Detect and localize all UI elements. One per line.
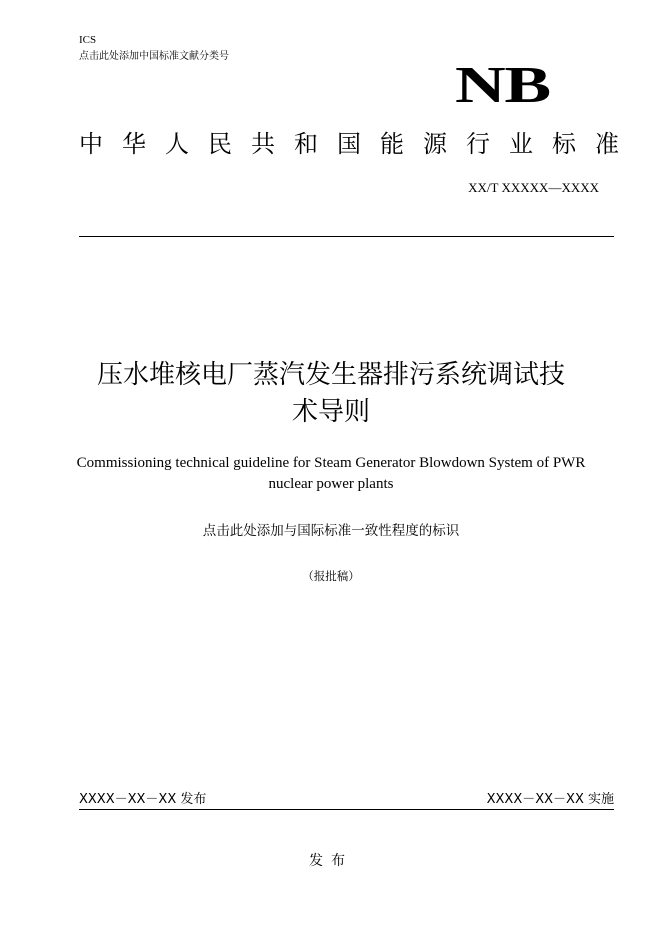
standard-name-char: 标 bbox=[552, 130, 576, 158]
standard-name-char: 国 bbox=[337, 130, 361, 158]
title-cn-line: 术导则 bbox=[291, 397, 370, 427]
standard-category-name bbox=[79, 128, 619, 160]
standard-number: XX/T XXXXX—XXXX bbox=[468, 180, 599, 195]
standard-name-char: 华 bbox=[122, 130, 146, 158]
issue-date: XXXX－XX－XX 发布 bbox=[79, 792, 207, 807]
implementation-date: XXXX－XX－XX 实施 bbox=[486, 792, 614, 807]
header-divider bbox=[79, 236, 614, 237]
standard-name-char: 民 bbox=[208, 130, 232, 158]
standard-name-char: 中 bbox=[79, 130, 103, 158]
standard-name-char: 和 bbox=[294, 130, 318, 158]
classification-placeholder[interactable]: 点击此处添加中国标准文献分类号 bbox=[79, 51, 229, 62]
draft-status: （报批稿） bbox=[302, 569, 360, 583]
standard-name-char: 共 bbox=[251, 130, 275, 158]
publisher-label: 发布 bbox=[309, 853, 353, 869]
ics-label: ICS bbox=[79, 34, 97, 46]
standard-name-char: 源 bbox=[423, 130, 447, 158]
standard-name-char: 能 bbox=[380, 130, 404, 158]
document-title-cn bbox=[40, 357, 622, 431]
footer-divider bbox=[79, 809, 614, 810]
standard-name-char: 人 bbox=[165, 130, 189, 158]
standard-name-char: 行 bbox=[466, 130, 490, 158]
nb-logo: NB bbox=[455, 57, 550, 114]
document-title-en bbox=[50, 453, 612, 495]
standard-name-char: 业 bbox=[509, 130, 533, 158]
consistency-placeholder[interactable]: 点击此处添加与国际标准一致性程度的标识 bbox=[202, 523, 460, 539]
standard-name-char: 准 bbox=[595, 130, 619, 158]
title-en-line: Commissioning technical guideline for Steam Generator Blowdown System of PWR bbox=[76, 455, 586, 471]
title-en-line: nuclear power plants bbox=[268, 476, 394, 492]
title-cn-line: 压水堆核电厂蒸汽发生器排污系统调试技 bbox=[96, 360, 565, 390]
